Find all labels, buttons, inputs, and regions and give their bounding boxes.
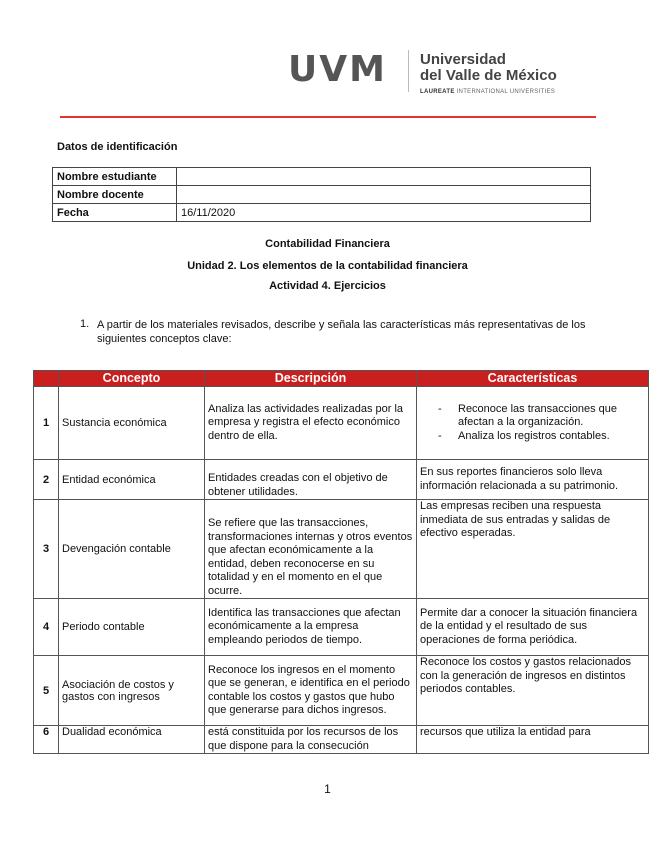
row-description: Se refiere que las transacciones, transformaciones internas y otros eventos que afectan económicamente a la entidad, deben reconocerse en su totalidad y en el momento en el que ocurre.: [205, 500, 417, 599]
date-value: 16/11/2020: [177, 204, 591, 222]
header-number: [34, 371, 59, 387]
instruction-number: 1.: [80, 318, 90, 330]
characteristics-list: [420, 403, 645, 444]
row-number: 4: [34, 599, 59, 656]
teacher-name-value: [177, 186, 591, 204]
tagline-bold: LAUREATE: [420, 89, 455, 95]
row-description: Identifica las transacciones que afectan económicamente a la empresa empleando periodos de tiempo.: [205, 599, 417, 656]
row-description: Entidades creadas con el objetivo de obtener utilidades.: [205, 460, 417, 500]
row-characteristics: [417, 387, 649, 460]
row-number: 6: [34, 726, 59, 754]
table-row: [34, 726, 649, 754]
student-name-label: Nombre estudiante: [53, 168, 177, 186]
table-row: [34, 460, 649, 500]
header-description: Descripción: [205, 371, 417, 387]
table-row: [34, 599, 649, 656]
date-label: Fecha: [53, 204, 177, 222]
page-number: 1: [324, 782, 331, 796]
course-title: Contabilidad Financiera: [265, 238, 390, 250]
laureate-tagline: [420, 88, 555, 96]
concepts-table: [33, 370, 649, 754]
logo-divider: [408, 50, 409, 92]
row-number: 1: [34, 387, 59, 460]
table-row: [34, 387, 649, 460]
row-concept: Asociación de costos y gastos con ingresos: [59, 656, 205, 726]
identification-row: [53, 186, 591, 204]
unit-title: Unidad 2. Los elementos de la contabilidad financiera: [187, 260, 468, 272]
teacher-name-label: Nombre docente: [53, 186, 177, 204]
uvm-logo-mark: UVM: [288, 49, 387, 90]
row-characteristics: En sus reportes financieros solo lleva información relacionada a su patrimonio.: [417, 460, 649, 500]
row-description: Analiza las actividades realizadas por la empresa y registra el efecto económico dentro de ella.: [205, 387, 417, 460]
identification-table: [52, 167, 591, 222]
tagline-rest: INTERNATIONAL UNIVERSITIES: [454, 89, 556, 95]
university-name-line2: del Valle de México: [420, 67, 557, 84]
header-characteristics: Características: [417, 371, 649, 387]
list-item: - Analiza los registros contables.: [442, 430, 645, 444]
identification-title: Datos de identificación: [57, 141, 178, 153]
row-characteristics: Las empresas reciben una respuesta inmediata de sus entradas y salidas de efectivo esperadas.: [417, 500, 649, 599]
row-description: Reconoce los ingresos en el momento que se generan, e identifica en el periodo contable los costos y gastos que hubo que generarse para dichos ingresos.: [205, 656, 417, 726]
student-name-value: [177, 168, 591, 186]
identification-row: [53, 168, 591, 186]
table-row: [34, 500, 649, 599]
row-characteristics: Reconoce los costos y gastos relacionados con la generación de ingresos en distintos periodos contables.: [417, 656, 649, 726]
table-row: [34, 656, 649, 726]
row-characteristics: recursos que utiliza la entidad para: [417, 726, 649, 754]
row-characteristics: Permite dar a conocer la situación financiera de la entidad y el resultado de sus operaciones de forma periódica.: [417, 599, 649, 656]
row-concept: Dualidad económica: [59, 726, 205, 754]
header-concept: Concepto: [59, 371, 205, 387]
row-concept: Sustancia económica: [59, 387, 205, 460]
instruction-text: A partir de los materiales revisados, describe y señala las características más representativas de los siguientes conceptos clave:: [97, 319, 586, 345]
row-number: 5: [34, 656, 59, 726]
university-name-line1: Universidad: [420, 51, 506, 68]
row-description: está constituida por los recursos de los que dispone para la consecución: [205, 726, 417, 754]
activity-title: Actividad 4. Ejercicios: [269, 280, 386, 292]
row-concept: Periodo contable: [59, 599, 205, 656]
row-concept: Entidad económica: [59, 460, 205, 500]
row-number: 2: [34, 460, 59, 500]
row-number: 3: [34, 500, 59, 599]
identification-row: [53, 204, 591, 222]
row-concept: Devengación contable: [59, 500, 205, 599]
table-header-row: [34, 371, 649, 387]
header-red-rule: [60, 116, 596, 118]
list-item: - Reconoce las transacciones que afectan a la organización.: [442, 403, 645, 430]
